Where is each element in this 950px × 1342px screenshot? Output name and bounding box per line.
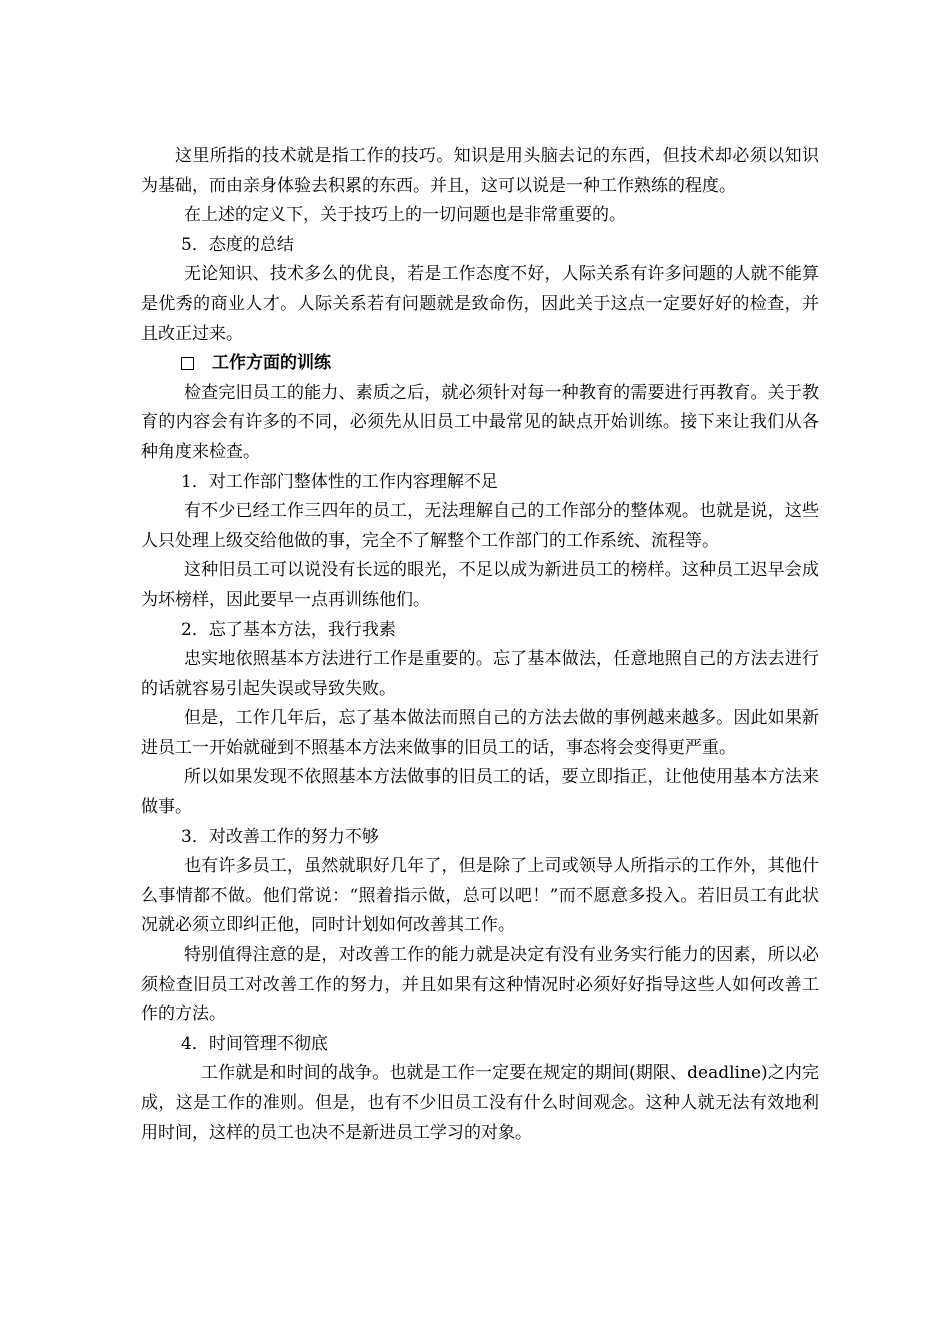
checkbox-square-icon	[181, 357, 194, 370]
paragraph-forgetting-basics: 但是，工作几年后，忘了基本做法而照自己的方法去做的事例越来越多。因此如果新进员工一开始就碰到不照基本方法来做事的旧员工的话，事态将会变得更严重。	[141, 708, 819, 758]
paragraph-retraining-intro: 检查完旧员工的能力、素质之后，就必须针对每一种教育的需要进行再教育。关于教育的内容会有许多的不同，必须先从旧员工中最常见的缺点开始训练。接下来让我们从各种角度来检查。	[141, 382, 819, 462]
paragraph-basic-method: 忠实地依照基本方法进行工作是重要的。忘了基本做法，任意地照自己的方法去进行的话就容易引起失误或导致失败。	[141, 649, 819, 699]
list-item-3: 3．对改善工作的努力不够	[181, 826, 379, 847]
list-item-1: 1．对工作部门整体性的工作内容理解不足	[181, 471, 498, 492]
paragraph-attitude: 无论知识、技术多么的优良，若是工作态度不好，人际关系有许多问题的人就不能算是优秀的商业人才。人际关系若有问题就是致命伤，因此关于这点一定要好好的检查，并且改正过来。	[141, 264, 819, 344]
list-item-4: 4．时间管理不彻底	[181, 1033, 328, 1054]
list-item-attitude-summary: 5．态度的总结	[181, 234, 294, 255]
paragraph-technique-definition: 这里所指的技术就是指工作的技巧。知识是用头脑去记的东西，但技术却必须以知识为基础，而由亲身体验去积累的东西。并且，这可以说是一种工作熟练的程度。	[141, 146, 819, 196]
paragraph-bad-example: 这种旧员工可以说没有长远的眼光，不足以成为新进员工的榜样。这种员工迟早会成为坏榜样，因此要早一点再训练他们。	[141, 560, 819, 610]
paragraph-time-management: 工作就是和时间的战争。也就是工作一定要在规定的期间(期限、deadline)之内完成，这是工作的准则。但是，也有不少旧员工没有什么时间观念。这种人就无法有效地利用时间，这样的员工也决不是新进员工学习的对象。	[141, 1063, 819, 1143]
section-heading-text: 工作方面的训练	[212, 353, 331, 374]
list-item-2: 2．忘了基本方法，我行我素	[181, 619, 396, 640]
paragraph-no-initiative: 也有许多员工，虽然就职好几年了，但是除了上司或领导人所指示的工作外，其他什么事情都不做。他们常说：“照着指示做，总可以吧！”而不愿意多投入。若旧员工有此状况就必须立即纠正他，同时计划如何改善其工作。	[141, 856, 819, 936]
document-page	[141, 142, 819, 1148]
paragraph-improvement-ability: 特别值得注意的是，对改善工作的能力就是决定有没有业务实行能力的因素，所以必须检查旧员工对改善工作的努力，并且如果有这种情况时必须好好指导这些人如何改善工作的方法。	[141, 945, 819, 1025]
paragraph-correction: 所以如果发现不依照基本方法做事的旧员工的话，要立即指正，让他使用基本方法来做事。	[141, 767, 819, 818]
paragraph-overall-view: 有不少已经工作三四年的员工，无法理解自己的工作部分的整体观。也就是说，这些人只处理上级交给他做的事，完全不了解整个工作部门的工作系统、流程等。	[141, 501, 819, 551]
paragraph-technique-importance: 在上述的定义下，关于技巧上的一切问题也是非常重要的。	[184, 205, 626, 226]
section-heading	[141, 349, 819, 379]
